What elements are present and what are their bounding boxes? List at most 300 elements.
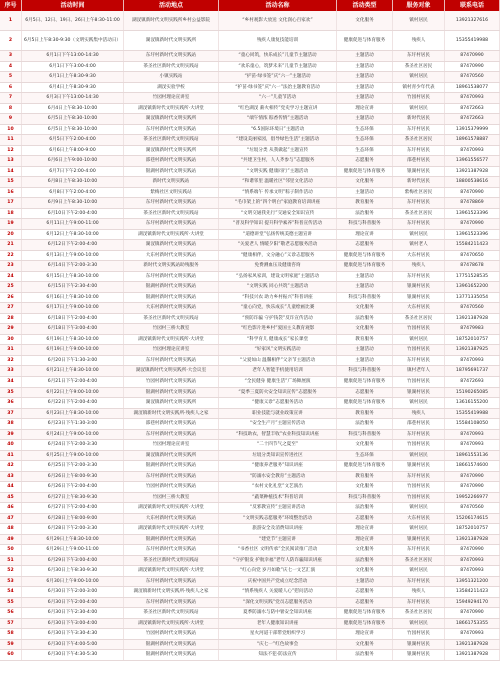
row-phone: 13921387925 [445, 345, 500, 355]
row-time: 6月25日上午9:00-10:00 [22, 451, 124, 461]
row-location: 湖汊镇新时代文明实践所·大讲堂 [124, 104, 219, 114]
row-audience: 新时代居民 [393, 114, 445, 124]
row-activity-name: “毛巾架上的“四个明白”家庭教育培训讲座 [219, 198, 337, 208]
row-activity-name: 庆祝中国共产党成立纪念活动 [219, 577, 337, 587]
row-location: 邵巷村新时代文明实践站 [124, 156, 219, 166]
table-row [0, 598, 500, 609]
row-audience: 镇村居民 [393, 503, 445, 513]
row-activity-name: “红色湖汊 薪火相传”党史学习主题宣讲 [219, 104, 337, 114]
row-audience: 东圩村居民 [393, 272, 445, 282]
row-activity-name: “六一”儿童节活动 [219, 93, 337, 103]
row-audience: 银湖村居民 [393, 650, 445, 660]
row-activity-type: 志愿服务 [337, 388, 393, 398]
row-activity-name: “红心向党 岁月如歌”庆七一文艺汇演 [219, 566, 337, 576]
row-activity-type: 主题活动 [337, 356, 393, 366]
row-index: 20 [0, 230, 22, 240]
row-location: 银湖村新时代文明实践站 [124, 388, 219, 398]
row-location: 东圩村新时代文明实践站 [124, 356, 219, 366]
row-activity-name: 免费测血压及健康咨询 [219, 261, 337, 271]
row-activity-type: 文化服务 [337, 177, 393, 187]
row-location: 竹园村新时代文明实践站 [124, 482, 219, 492]
row-audience: 紫梅社区居民 [393, 188, 445, 198]
table-row [0, 556, 500, 567]
row-activity-name: “红色影片进乡村”爱国主义教育观影 [219, 324, 337, 334]
row-audience: 大东村居民 [393, 251, 445, 261]
row-index: 47 [0, 514, 22, 524]
row-activity-name: “关爱老人 情暖夕阳”敬老志愿服务活动 [219, 240, 337, 250]
row-activity-name: “好家风”文明实践活动 [219, 345, 337, 355]
row-audience: 茶圣社区居民 [393, 608, 445, 618]
table-row [0, 135, 500, 146]
row-location: 东圩村新时代文明实践站 [124, 272, 219, 282]
row-time: 6月22日上午9:00-10:00 [22, 388, 124, 398]
row-phone: 18795691737 [445, 366, 500, 376]
row-index: 54 [0, 587, 22, 597]
row-index: 27 [0, 303, 22, 313]
table-row [0, 31, 500, 51]
row-activity-name: “蔬菜种植技术”科普培训 [219, 493, 337, 503]
row-audience: 新时代居民 [393, 177, 445, 187]
row-activity-type: 健康促进与体育服务 [337, 461, 393, 471]
table-row [0, 398, 500, 409]
row-activity-type: 健康促进与体育服务 [337, 398, 393, 408]
row-activity-type: 法治服务 [337, 314, 393, 324]
row-index: 30 [0, 335, 22, 345]
row-activity-name: “情系残疾人 关爱暖人心”慰问活动 [219, 587, 337, 597]
row-phone: 87470993 [445, 93, 500, 103]
row-time: 6月30日下午2:00-3:00 [22, 587, 124, 597]
row-location: 东圩村新时代文明实践站 [124, 51, 219, 61]
row-index: 38 [0, 419, 22, 429]
table-row [0, 114, 500, 125]
row-activity-name: 夏季防溺水与防中暑安全知识讲座 [219, 608, 337, 618]
row-phone: 15206174615 [445, 514, 500, 524]
row-phone: 87470560 [445, 503, 500, 513]
row-phone: 87470990 [445, 472, 500, 482]
row-phone: 15355419988 [445, 409, 500, 419]
row-activity-name: “农村文化礼堂”文艺演出 [219, 482, 337, 492]
row-activity-name: “健康义诊”志愿服务活动 [219, 398, 337, 408]
row-location: 茶圣社区新时代文明实践站 [124, 556, 219, 566]
row-index: 60 [0, 650, 22, 660]
row-activity-type: 生态环保 [337, 125, 393, 135]
row-audience: 镇村居民 [393, 104, 445, 114]
row-location: 竹园村三桥大教室 [124, 493, 219, 503]
table-header [0, 0, 500, 11]
row-location: 东圩村新时代文明实践站 [124, 472, 219, 482]
row-phone: 87470993 [445, 356, 500, 366]
row-time: 6月20日下午1:30-3:00 [22, 356, 124, 366]
row-phone: 87470650 [445, 251, 500, 261]
table-row [0, 177, 500, 188]
row-audience: 银湖村居民 [393, 293, 445, 303]
row-activity-type: 法治服务 [337, 650, 393, 660]
row-time: 6月30日下午2:30-4:00 [22, 608, 124, 618]
row-index: 35 [0, 388, 22, 398]
row-activity-name: “二十四节气之夏至” [219, 440, 337, 450]
row-index: 37 [0, 409, 22, 419]
row-activity-name: “童心向党，快乐成长”儿童绘画比赛 [219, 303, 337, 313]
row-location: 茶圣社区新时代文明实践站 [124, 135, 219, 145]
row-audience: 茶圣社区居民 [393, 556, 445, 566]
row-index: 29 [0, 324, 22, 334]
row-phone: 87470993 [445, 566, 500, 576]
row-phone: 18961538077 [445, 83, 500, 93]
table-row [0, 650, 500, 661]
row-phone: 87470990 [445, 608, 500, 618]
row-audience: 镇村青少年代表 [393, 83, 445, 93]
table-row [0, 335, 500, 346]
row-time: 6月21日上午8:30-10:00 [22, 366, 124, 376]
row-index: 13 [0, 156, 22, 166]
table-row [0, 314, 500, 325]
row-index: 18 [0, 209, 22, 219]
row-time: 6月1日下午13:00-14:30 [22, 51, 124, 61]
header-phone: 联系电话 [445, 0, 500, 11]
row-index: 14 [0, 167, 22, 177]
row-audience: 大东村居民 [393, 514, 445, 524]
row-phone: 87470993 [445, 440, 500, 450]
table-row [0, 461, 500, 472]
row-activity-type: 志愿服务 [337, 598, 393, 608]
row-index: 9 [0, 114, 22, 124]
row-location: 竹园村理论宣讲室 [124, 93, 219, 103]
row-index: 4 [0, 62, 22, 72]
row-time: 6月16日上午8:30-10:00 [22, 293, 124, 303]
row-audience: 东圩村居民 [393, 219, 445, 229]
row-phone: 13921387928 [445, 640, 500, 650]
row-activity-name: “文明实践 健康同行”主题活动 [219, 167, 337, 177]
table-row [0, 324, 500, 335]
row-activity-type: 生态环保 [337, 451, 393, 461]
row-audience: 镇村居民 [393, 335, 445, 345]
table-row [0, 93, 500, 104]
row-phone: 13921387928 [445, 535, 500, 545]
row-time: 6月15日上午8:30-10:00 [22, 272, 124, 282]
row-activity-name: “安全生产月”主题宣传活动 [219, 419, 337, 429]
row-index: 45 [0, 493, 22, 503]
row-activity-type: 健康促进与体育服务 [337, 377, 393, 387]
row-audience: 竹园村居民 [393, 377, 445, 387]
row-location: 新时代文明实践站助残服务 [124, 261, 219, 271]
table-row [0, 587, 500, 598]
row-time: 6月5日上午8:30-9:30（文明实践集中活动日） [22, 31, 124, 50]
row-time: 6月30日下午4:30-5:30 [22, 650, 124, 660]
row-audience: 竹园村居民 [393, 93, 445, 103]
row-location: 小镇实践站 [124, 72, 219, 82]
table-row [0, 419, 500, 430]
header-index: 序号 [0, 0, 22, 11]
row-activity-type: 健康促进与体育服务 [337, 167, 393, 177]
row-audience: 东圩村居民 [393, 430, 445, 440]
table-row [0, 272, 500, 283]
row-time: 6月26日上午8:00-9:30 [22, 472, 124, 482]
row-time: 6月7日下午2:00-4:00 [22, 167, 124, 177]
row-audience: 残疾人 [393, 409, 445, 419]
row-time: 6月10日下午2:00-4:00 [22, 209, 124, 219]
row-phone: 15355419988 [445, 31, 500, 50]
row-activity-name: “深化文明实践”党员志愿服务活动 [219, 598, 337, 608]
row-index: 24 [0, 272, 22, 282]
row-location: 竹园村理论宣讲室 [124, 345, 219, 355]
row-audience: 邵巷村居民 [393, 419, 445, 429]
row-activity-type: 主题活动 [337, 114, 393, 124]
row-index: 43 [0, 472, 22, 482]
row-time: 6月30日上午9:00-10:00 [22, 577, 124, 587]
row-location: 湖汊镇新时代文明实践所 [124, 451, 219, 461]
header-activity-type: 活动类型 [337, 0, 393, 11]
row-index: 10 [0, 125, 22, 135]
row-phone: 18961553136 [445, 451, 500, 461]
row-audience: 镇村居民 [393, 72, 445, 82]
row-activity-name: “护苗·绿书签”庆“六一”法治主题教育活动 [219, 83, 337, 93]
row-activity-type: 科技与科普服务 [337, 366, 393, 376]
row-time: 6月27日下午2:00-4:00 [22, 503, 124, 513]
row-activity-type: 科技与科普服务 [337, 293, 393, 303]
row-activity-type: 科技与科普服务 [337, 219, 393, 229]
table-row [0, 240, 500, 251]
row-time: 6月13日上午9:00-10:00 [22, 251, 124, 261]
row-location: 竹园村新时代文明实践站 [124, 629, 219, 639]
row-activity-name: 职业技能与就业政策宣讲 [219, 409, 337, 419]
row-location: 大东村新时代文明实践站 [124, 514, 219, 524]
row-location: 邵巷村新时代文明实践站 [124, 419, 219, 429]
table-row [0, 293, 500, 304]
row-time: 6月6日上午8:00-9:00 [22, 146, 124, 156]
table-row [0, 619, 500, 630]
row-location: 银湖村新时代文明实践站 [124, 293, 219, 303]
row-location: 新时代文明实践站 [124, 177, 219, 187]
row-time: 6月5日上午8:30-10:00 [22, 125, 124, 135]
row-time: 6月24日下午2:00-3:30 [22, 440, 124, 450]
row-audience: 银湖村居民 [393, 282, 445, 292]
row-index: 32 [0, 356, 22, 366]
row-phone: 19952266977 [445, 493, 500, 503]
row-time: 6月23日下午1:30-3:00 [22, 419, 124, 429]
row-activity-type: 志愿服务 [337, 514, 393, 524]
row-audience: 残疾人 [393, 587, 445, 597]
table-row [0, 356, 500, 367]
row-activity-name: “健康养老服务”知识讲座 [219, 461, 337, 471]
row-activity-type: 主题活动 [337, 93, 393, 103]
table-row [0, 146, 500, 157]
row-time: 6月12日上午8:30-10:00 [22, 230, 124, 240]
row-activity-type: 主题活动 [337, 577, 393, 587]
row-phone: 87470990 [445, 219, 500, 229]
table-row [0, 388, 500, 399]
row-phone: 87472663 [445, 114, 500, 124]
row-activity-name: “守护银发 护航幸福”老年人防诈骗知识讲座 [219, 556, 337, 566]
table-row [0, 577, 500, 588]
row-audience: 银湖村居民 [393, 535, 445, 545]
table-row [0, 83, 500, 94]
row-index: 55 [0, 598, 22, 608]
row-index: 19 [0, 219, 22, 229]
row-phone: 18661574600 [445, 461, 500, 471]
row-phone: 87470990 [445, 62, 500, 72]
row-time: 6月24日上午9:00-10:00 [22, 430, 124, 440]
row-location: 湖汊镇新时代文明实践所·大讲堂 [124, 619, 219, 629]
row-index: 6 [0, 83, 22, 93]
row-activity-type: 健康促进与体育服务 [337, 251, 393, 261]
table-row [0, 514, 500, 525]
row-activity-type: 文化服务 [337, 303, 393, 313]
row-phone: 87479983 [445, 324, 500, 334]
row-activity-type: 理论宣讲 [337, 535, 393, 545]
row-phone: 13921327616 [445, 11, 500, 30]
row-activity-name: 知法不犯·防法宣传 [219, 650, 337, 660]
row-audience: 茶圣社区居民 [393, 209, 445, 219]
row-phone: 13921387928 [445, 650, 500, 660]
table-row [0, 282, 500, 293]
table-row [0, 125, 500, 136]
row-location: 东圩村新时代文明实践站 [124, 545, 219, 555]
row-audience: 东圩村居民 [393, 146, 445, 156]
row-index: 33 [0, 366, 22, 376]
row-activity-name: “防溺水安全教育”主题活动 [219, 472, 337, 482]
row-activity-type: 主题活动 [337, 62, 393, 72]
row-activity-name: “共建卫生村，人人齐参与”志愿服务 [219, 156, 337, 166]
row-time: 6月5日下午2:00-4:00 [22, 135, 124, 145]
row-location: 湖汊镇新时代文明实践所 [124, 114, 219, 124]
row-activity-type: 志愿服务 [337, 587, 393, 597]
row-time: 6月12日下午2:00-4:00 [22, 240, 124, 250]
row-location: 竹园村三桥大教室 [124, 324, 219, 334]
table-row [0, 566, 500, 577]
header-location: 活动地点 [124, 0, 219, 11]
row-location: 湖汊镇新时代文明实践所 [124, 31, 219, 50]
row-audience: 东圩村居民 [393, 125, 445, 135]
row-index: 39 [0, 430, 22, 440]
row-activity-type: 主题活动 [337, 72, 393, 82]
row-index: 57 [0, 619, 22, 629]
row-time: 6月4日上午8:30-9:30 [22, 83, 124, 93]
row-audience: 竹园村居民 [393, 440, 445, 450]
row-phone: 87478678 [445, 261, 500, 271]
table-row [0, 11, 500, 31]
row-location: 银湖村新时代文明实践站 [124, 461, 219, 471]
row-audience: 镇村居民 [393, 11, 445, 30]
row-location: 银湖村新时代文明实践站 [124, 640, 219, 650]
table-row [0, 640, 500, 651]
row-activity-type: 主题活动 [337, 188, 393, 198]
row-audience: 镇村居民 [393, 230, 445, 240]
row-audience: 镇村老人 [393, 240, 445, 250]
row-location: 茶圣社区新时代文明实践站 [124, 608, 219, 618]
row-activity-name: “庆七一”红色故事会 [219, 640, 337, 650]
row-activity-name: “6.5国际环境日”主题活动 [219, 125, 337, 135]
row-location: 竹园村新时代文明实践站 [124, 377, 219, 387]
row-location: 湖汊镇新时代文明实践所·残疾人之家 [124, 587, 219, 597]
row-location: 东圩村新时代文明实践站 [124, 598, 219, 608]
table-row [0, 345, 500, 356]
table-row [0, 535, 500, 546]
row-activity-type: 理论宣讲 [337, 629, 393, 639]
table-row [0, 472, 500, 483]
row-phone: 18752010757 [445, 335, 500, 345]
row-activity-type: 志愿服务 [337, 156, 393, 166]
table-row [0, 219, 500, 230]
row-phone: 17751528535 [445, 272, 500, 282]
table-row [0, 72, 500, 83]
row-time: 6月9日上午8:30-10:00 [22, 198, 124, 208]
row-activity-name: “情系端午 传承文明”粽子制作活动 [219, 188, 337, 198]
row-time: 6月28日上午8:00-9:00 [22, 514, 124, 524]
row-activity-name: “文明交通我先行”交通安全知识宣传 [219, 209, 337, 219]
row-index: 36 [0, 398, 22, 408]
row-location: 银湖村新时代文明实践站 [124, 167, 219, 177]
row-phone: 87470993 [445, 556, 500, 566]
row-phone: 13921387928 [445, 314, 500, 324]
row-phone: 87470990 [445, 545, 500, 555]
row-activity-type: 理论宣讲 [337, 104, 393, 114]
table-row [0, 251, 500, 262]
row-time: 6月29日上午8:30-10:00 [22, 535, 124, 545]
table-row [0, 104, 500, 115]
row-activity-name: 老年人智能手机使用培训 [219, 366, 337, 376]
row-activity-type: 理论宣讲 [337, 524, 393, 534]
row-time: 6月29日上午9:00-11:00 [22, 545, 124, 555]
row-phone: 87470990 [445, 51, 500, 61]
row-phone: 18961578887 [445, 135, 500, 145]
row-audience: 镇村居民 [393, 619, 445, 629]
row-index: 11 [0, 135, 22, 145]
row-audience: 竹园村居民 [393, 345, 445, 355]
row-index: 41 [0, 451, 22, 461]
row-index: 3 [0, 51, 22, 61]
row-activity-type: 科技与科普服务 [337, 493, 393, 503]
row-activity-type: 教育服务 [337, 335, 393, 345]
row-phone: 13915379999 [445, 125, 500, 135]
row-index: 17 [0, 198, 22, 208]
row-phone: 15190265085 [445, 388, 500, 398]
row-index: 44 [0, 482, 22, 492]
row-activity-name: “科技兴农 助力乡村振兴”科普讲座 [219, 293, 337, 303]
row-location: 东圩村新时代文明实践站 [124, 430, 219, 440]
row-time: 6月5日、12日、19日、26日上午8:30-11:00 [22, 11, 124, 30]
row-index: 1 [0, 11, 22, 30]
row-activity-name: “反邪教宣传”主题宣讲活动 [219, 503, 337, 513]
row-index: 8 [0, 104, 22, 114]
table-row [0, 524, 500, 535]
row-activity-type: 主题活动 [337, 272, 393, 282]
row-activity-name: “父爱如山 温馨相伴”父亲节主题活动 [219, 356, 337, 366]
row-index: 49 [0, 535, 22, 545]
table-row [0, 156, 500, 167]
row-activity-name: “垃圾分类 从我做起”主题宣传 [219, 146, 337, 156]
row-phone: 13961652200 [445, 282, 500, 292]
row-audience: 镇村居民 [393, 524, 445, 534]
row-time: 6月27日上午8:30-9:30 [22, 493, 124, 503]
row-activity-name: “欢乐童心，筑梦未来”儿童节主题活动 [219, 62, 337, 72]
row-activity-type: 文化服务 [337, 545, 393, 555]
row-index: 52 [0, 566, 22, 576]
row-index: 21 [0, 240, 22, 250]
row-phone: 15949294170 [445, 598, 500, 608]
row-activity-name: 星火河道干部带党组织学习 [219, 629, 337, 639]
row-phone: 15584211423 [445, 240, 500, 250]
row-location: 大东村新时代文明实践站 [124, 251, 219, 261]
row-location: 东圩村新时代文明实践站 [124, 198, 219, 208]
table-row [0, 482, 500, 493]
row-index: 53 [0, 577, 22, 587]
row-activity-name: “建设美丽家园，倡导绿色生活”主题活动 [219, 135, 337, 145]
row-time: 6月30日下午2:00-4:00 [22, 598, 124, 608]
row-audience: 银湖村居民 [393, 167, 445, 177]
header-time: 活动时间 [22, 0, 124, 11]
row-activity-type: 文化服务 [337, 482, 393, 492]
row-activity-name: “夏季三夏防火安全知识宣传”志愿服务 [219, 388, 337, 398]
